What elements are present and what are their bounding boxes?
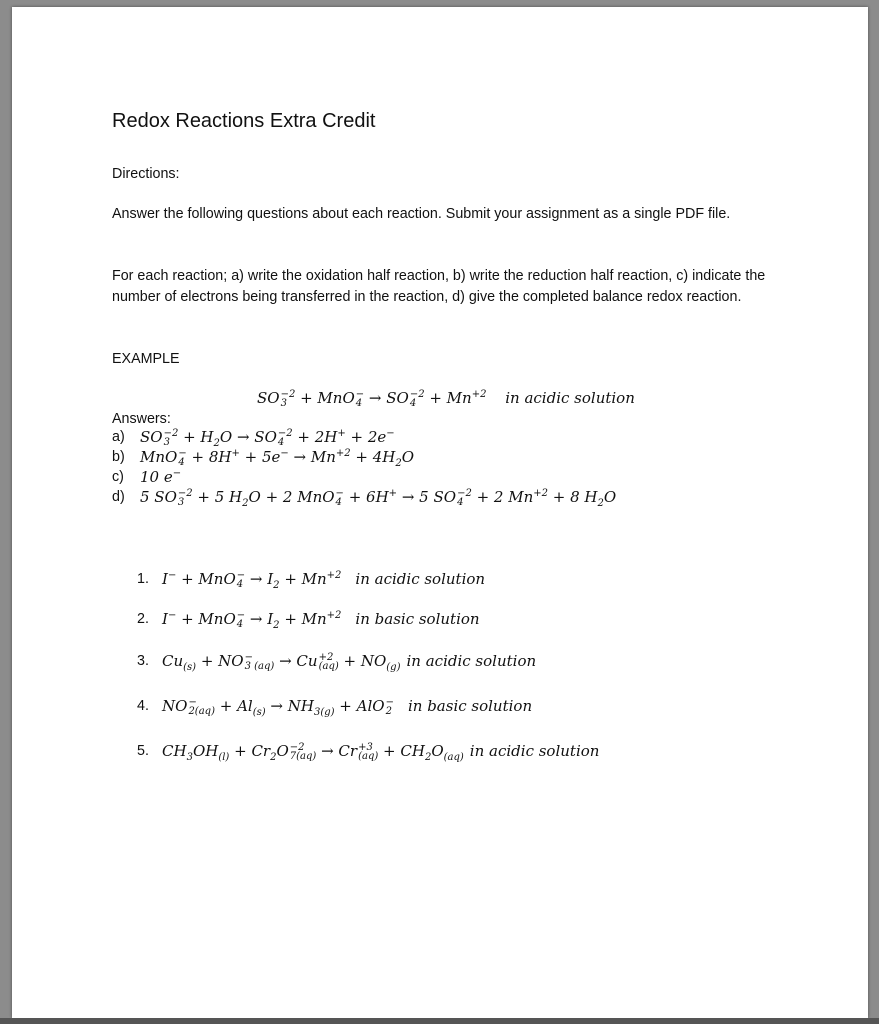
directions-label: Directions: xyxy=(112,166,180,182)
question-equation: $CH_3OH_{(l)} + Cr_2O$ −2 7(aq) → Cr +3 (aq) + $CH_2O_{(aq)}$ in acidic solution xyxy=(162,742,600,763)
answer-letter: b) xyxy=(112,449,125,465)
question-condition: in basic solution xyxy=(355,610,480,628)
question-equation: $Cu_{(s)}$ + NO − 3 (aq) → Cu +2 (aq) + $NO_{(g)}$ in acidic solution xyxy=(162,652,537,673)
question-number: 5. xyxy=(137,743,149,759)
question-equation: I− + MnO − 4 → $I_2 + Mn^{+2}$ in acidic solution xyxy=(162,570,486,591)
instructions-parts: For each reaction; a) write the oxidation half reaction, b) write the reduction half reaction, c) indicate the number of electrons being transferred in the reaction, d) give the completed balance redox reaction. xyxy=(112,268,766,305)
example-equation: SO −2 3 + MnO − 4 → SO −2 4 + $Mn^{+2}$ in acidic solution xyxy=(257,389,635,409)
question-condition: in acidic solution xyxy=(469,742,600,760)
question-number: 1. xyxy=(137,571,149,587)
document-title: Redox Reactions Extra Credit xyxy=(112,110,376,132)
question-equation: I− + MnO − 4 → $I_2 + Mn^{+2}$ in basic solution xyxy=(162,610,480,631)
answer-letter: a) xyxy=(112,429,125,445)
question-condition: in acidic solution xyxy=(406,652,537,670)
answer-equation: SO −2 3 + $H_2O$ → SO −2 4 + 2H+ + 2e− xyxy=(140,428,395,449)
question-condition: in acidic solution xyxy=(355,570,486,588)
question-equation: NO − 2(aq) + $Al_{(s)} \to NH_{3(g)}$ + AlO − 2 in basic solution xyxy=(162,697,533,718)
answer-letter: d) xyxy=(112,489,125,505)
viewer-bottom-bar xyxy=(0,1018,879,1024)
question-condition: in basic solution xyxy=(407,697,533,715)
example-condition: in acidic solution xyxy=(505,389,635,407)
question-number: 3. xyxy=(137,653,149,669)
instructions-submit: Answer the following questions about each reaction. Submit your assignment as a single PDF file. xyxy=(112,206,731,222)
answers-label: Answers: xyxy=(112,411,171,427)
answer-equation: 10 e− xyxy=(140,468,182,486)
example-label: EXAMPLE xyxy=(112,351,180,367)
question-number: 2. xyxy=(137,611,149,627)
answer-equation: 5 SO −2 3 + 5 $H_2O + 2$ MnO − 4 + 6H+ → 5 SO −2 4 + 2 $Mn^{+2} + 8$ $H_2O$ xyxy=(140,488,617,509)
answer-equation: MnO − 4 + $8H^+ + 5e^- \to Mn^{+2} + 4H_2O$ xyxy=(140,448,415,469)
answer-letter: c) xyxy=(112,469,124,485)
question-number: 4. xyxy=(137,698,149,714)
pdf-page xyxy=(12,7,868,1018)
